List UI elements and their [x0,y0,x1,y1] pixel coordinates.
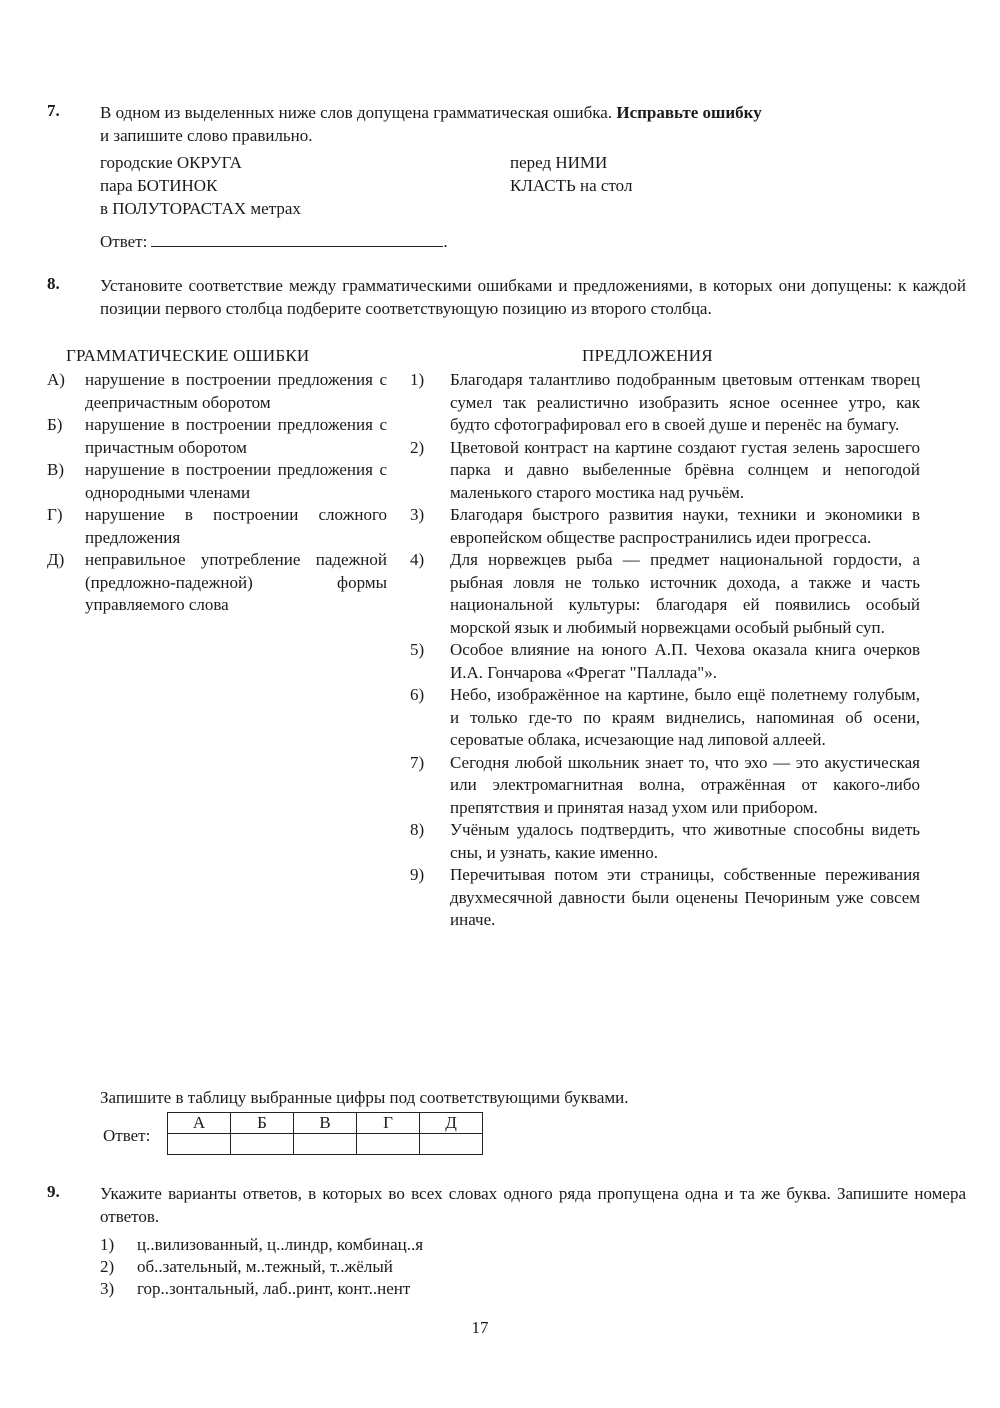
answer-cell-a[interactable] [168,1134,231,1155]
answer-cell-g[interactable] [357,1134,420,1155]
option-text: об..зательный, м..тежный, т..жёлый [137,1257,393,1276]
task-9-number: 9. [47,1182,60,1201]
task-8-answer-table [167,1112,483,1155]
sentence-text: Небо, изображённое на картине, было ещё полетнему голубым, и только где-то по краям виднелись, напоминая об осени, сероватые облака, исчезающие над липовой аллеей. [450,685,920,749]
answer-cell-d[interactable] [420,1134,483,1155]
error-label: Г) [47,505,63,524]
word-item: КЛАСТЬ на стол [510,176,633,195]
errors-column-header: ГРАММАТИЧЕСКИЕ ОШИБКИ [66,346,310,365]
task-7-text-line2: и запишите слово правильно. [100,126,313,145]
answer-end: . [443,232,448,251]
error-item [47,414,387,459]
task-8-instruction: Запишите в таблицу выбранные цифры под соответствующими буквами. [100,1088,629,1107]
sentence-item [410,819,920,864]
error-text: нарушение в построении предложения с однородными членами [85,460,387,502]
sentences-list [410,369,920,932]
word-item: в ПОЛУТОРАСТАХ метрах [100,199,301,218]
answer-header-b: Б [231,1113,294,1134]
task-8-number: 8. [47,274,60,293]
sentence-item [410,864,920,932]
task-7-text [100,101,966,147]
answer-cell-b[interactable] [231,1134,294,1155]
sentence-item [410,549,920,639]
sentence-label: 8) [410,820,425,839]
answer-header-d: Д [420,1113,483,1134]
error-text: нарушение в построении предложения с причастным оборотом [85,415,387,457]
task-7-words-right [510,151,632,197]
error-item [47,504,387,549]
task-7-number: 7. [47,101,60,120]
task-9-option [100,1277,410,1300]
answer-header-v: В [294,1113,357,1134]
task-7-answer [100,230,448,253]
task-7-words-left [100,151,301,220]
task-9-option [100,1233,423,1256]
sentence-label: 3) [410,505,425,524]
page-number: 17 [471,1318,489,1337]
sentence-item [410,437,920,505]
sentence-item [410,369,920,437]
error-label: Б) [47,415,63,434]
error-item [47,369,387,414]
error-label: Д) [47,550,65,569]
task-8-answer-label: Ответ: [103,1126,151,1145]
sentence-text: Благодаря быстрого развития науки, техники и экономики в европейском обществе распространились идеи прогресса. [450,505,920,547]
sentence-text: Учёным удалось подтвердить, что животные способны видеть сны, и узнать, какие именно. [450,820,920,862]
option-label: 1) [100,1235,115,1254]
task-7-text-plain: В одном из выделенных ниже слов допущена грамматическая ошибка. [100,103,613,122]
answer-label: Ответ: [100,232,148,251]
option-label: 3) [100,1279,115,1298]
sentence-text: Благодаря талантливо подобранным цветовым оттенкам творец сумел так реалистично изобразить ясное осеннее утро, как будто сфотографировал его в своей душе и перенёс на бумагу. [450,370,920,434]
answer-header-a: А [168,1113,231,1134]
sentence-text: Особое влияние на юного А.П. Чехова оказала книга очерков И.А. Гончарова «Фрегат "Паллада"». [450,640,920,682]
sentence-text: Перечитывая потом эти страницы, собственные переживания двухмесячной давности были оценены Печориным уже совсем иначе. [450,865,920,929]
task-9-option [100,1255,393,1278]
error-text: нарушение в построении предложения с деепричастным оборотом [85,370,387,412]
sentence-item [410,752,920,820]
sentence-text: Сегодня любой школьник знает то, что эхо — это акустическая или электромагнитная волна, отражённая от какого-либо препятствия и принятая назад ухом или прибором. [450,752,920,817]
sentence-label: 7) [410,752,425,772]
errors-list [47,369,387,617]
word-item: городские ОКРУГА [100,153,242,172]
sentence-label: 2) [410,437,425,457]
word-item: перед НИМИ [510,153,608,172]
sentence-label: 4) [410,550,425,569]
answer-blank-field[interactable] [151,230,443,247]
sentence-item [410,504,920,549]
sentence-text: Для норвежцев рыба — предмет национальной гордости, а рыбная ловля не только источник дохода, а также и часть национальной культуры: благодаря ей появились особый морской язык и любимый норвежцами особый рыбный суп. [450,550,920,637]
sentence-label: 6) [410,685,425,704]
error-text: нарушение в построении сложного предложения [85,505,387,547]
option-text: гор..зонтальный, лаб..ринт, конт..нент [137,1279,411,1298]
answer-cell-v[interactable] [294,1134,357,1155]
option-text: ц..вилизованный, ц..линдр, комбинац..я [137,1235,424,1254]
sentence-item [410,684,920,752]
sentence-item [410,639,920,684]
error-item [47,549,387,617]
error-item [47,459,387,504]
task-7-text-bold: Исправьте ошибку [616,103,762,122]
error-label: А) [47,370,65,389]
sentences-column-header: ПРЕДЛОЖЕНИЯ [582,346,713,365]
error-label: В) [47,460,64,479]
sentence-label: 1) [410,370,425,389]
task-9-text: Укажите варианты ответов, в которых во всех словах одного ряда пропущена одна и та же буква. Запишите номера ответов. [100,1184,966,1226]
answer-header-g: Г [357,1113,420,1134]
option-label: 2) [100,1257,115,1276]
word-item: пара БОТИНОК [100,176,218,195]
task-8-text: Установите соответствие между грамматическими ошибками и предложениями, в которых они допущены: к каждой позиции первого столбца подберите соответствующую позицию из второго столбца. [100,276,966,318]
error-text: неправильное употребление падежной (предложно-падежной) формы управляемого слова [85,550,387,614]
sentence-label: 5) [410,640,425,659]
sentence-label: 9) [410,865,425,884]
sentence-text: Цветовой контраст на картине создают густая зелень заросшего парка и давно выбеленные брёвна солнцем и непогодой маленького старого мостика над ручьём. [450,437,920,502]
